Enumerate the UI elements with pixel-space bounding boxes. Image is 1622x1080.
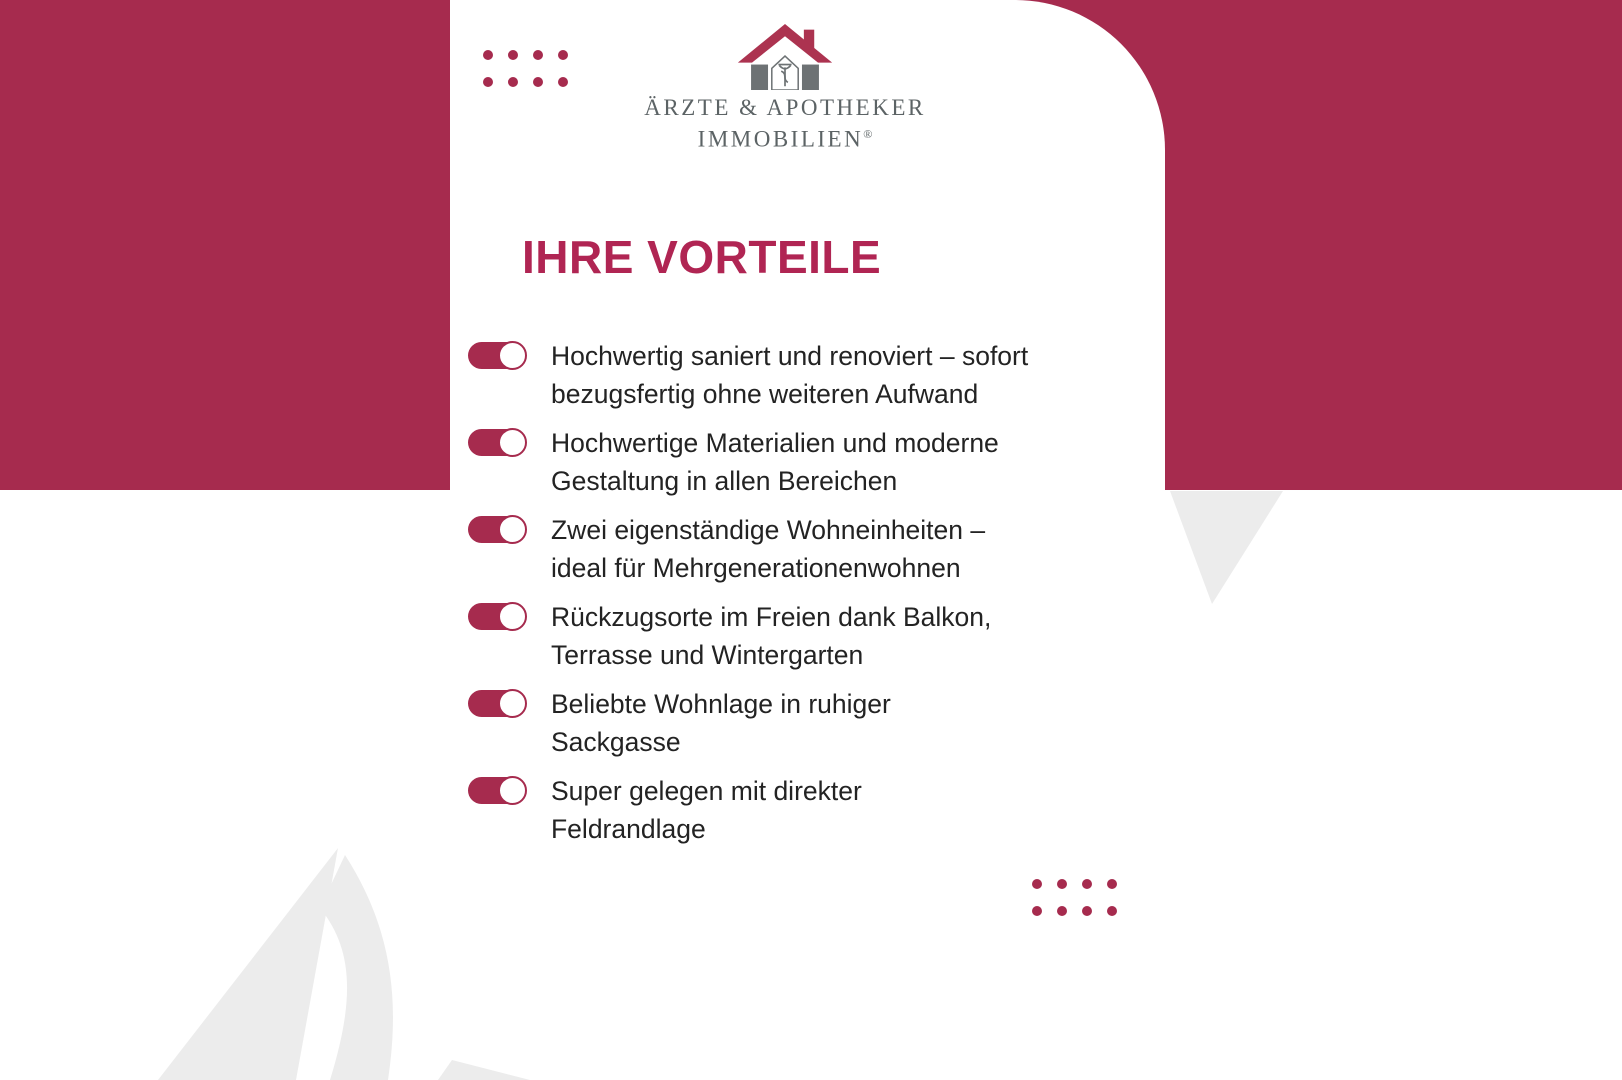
benefit-item (468, 424, 1128, 500)
logo-wall-right (802, 65, 819, 90)
benefit-text: Super gelegen mit direkter Feldrandlage (551, 776, 862, 844)
toggle-on-icon (468, 777, 525, 804)
benefit-text: Beliebte Wohnlage in ruhiger Sackgasse (551, 689, 891, 757)
dot (1057, 906, 1067, 916)
dot (1032, 906, 1042, 916)
toggle-knob (498, 341, 527, 370)
benefit-text: Hochwertige Materialien und moderne Gestaltung in allen Bereichen (551, 428, 999, 496)
dot (1082, 906, 1092, 916)
dot (1082, 879, 1092, 889)
benefit-item (468, 511, 1128, 587)
dot (1107, 906, 1117, 916)
toggle-knob (498, 776, 527, 805)
benefit-item (468, 598, 1128, 674)
dot (558, 50, 568, 60)
benefit-item (468, 772, 1128, 848)
toggle-knob (498, 689, 527, 718)
watermark-bottom-sliver (438, 1060, 530, 1080)
toggle-on-icon (468, 603, 525, 630)
benefits-list (468, 337, 1128, 859)
benefit-text: Rückzugsorte im Freien dank Balkon, Terrasse und Wintergarten (551, 602, 992, 670)
dot-grid-decoration-top (483, 50, 568, 87)
watermark-right-triangle (1170, 491, 1283, 604)
toggle-on-icon (468, 690, 525, 717)
company-logo (595, 24, 975, 153)
brand-name-line1: ÄRZTE & APOTHEKER (644, 95, 926, 120)
toggle-knob (498, 602, 527, 631)
toggle-on-icon (468, 342, 525, 369)
toggle-knob (498, 428, 527, 457)
benefit-text: Zwei eigenständige Wohneinheiten – ideal für Mehrgenerationenwohnen (551, 515, 986, 583)
logo-wall-left (751, 65, 768, 90)
dot (1032, 879, 1042, 889)
benefit-item (468, 337, 1128, 413)
watermark-right-slope (320, 855, 393, 1080)
benefit-item (468, 685, 1128, 761)
dot (533, 77, 543, 87)
dot (533, 50, 543, 60)
benefit-text: Hochwertig saniert und renoviert – sofort bezugsfertig ohne weiteren Aufwand (551, 341, 1029, 409)
toggle-on-icon (468, 429, 525, 456)
watermark-left-slope (158, 848, 338, 1080)
dot (483, 50, 493, 60)
registered-trademark: ® (863, 127, 873, 141)
toggle-on-icon (468, 516, 525, 543)
toggle-knob (498, 515, 527, 544)
dot (483, 77, 493, 87)
dot (1057, 879, 1067, 889)
page-title: IHRE VORTEILE (522, 231, 882, 283)
dot (558, 77, 568, 87)
dot (508, 77, 518, 87)
dot (1107, 879, 1117, 889)
house-with-aesculapius-icon (737, 24, 833, 90)
dot-grid-decoration-bottom (1032, 879, 1117, 916)
dot (508, 50, 518, 60)
brand-name-line2: IMMOBILIEN® (697, 126, 873, 152)
